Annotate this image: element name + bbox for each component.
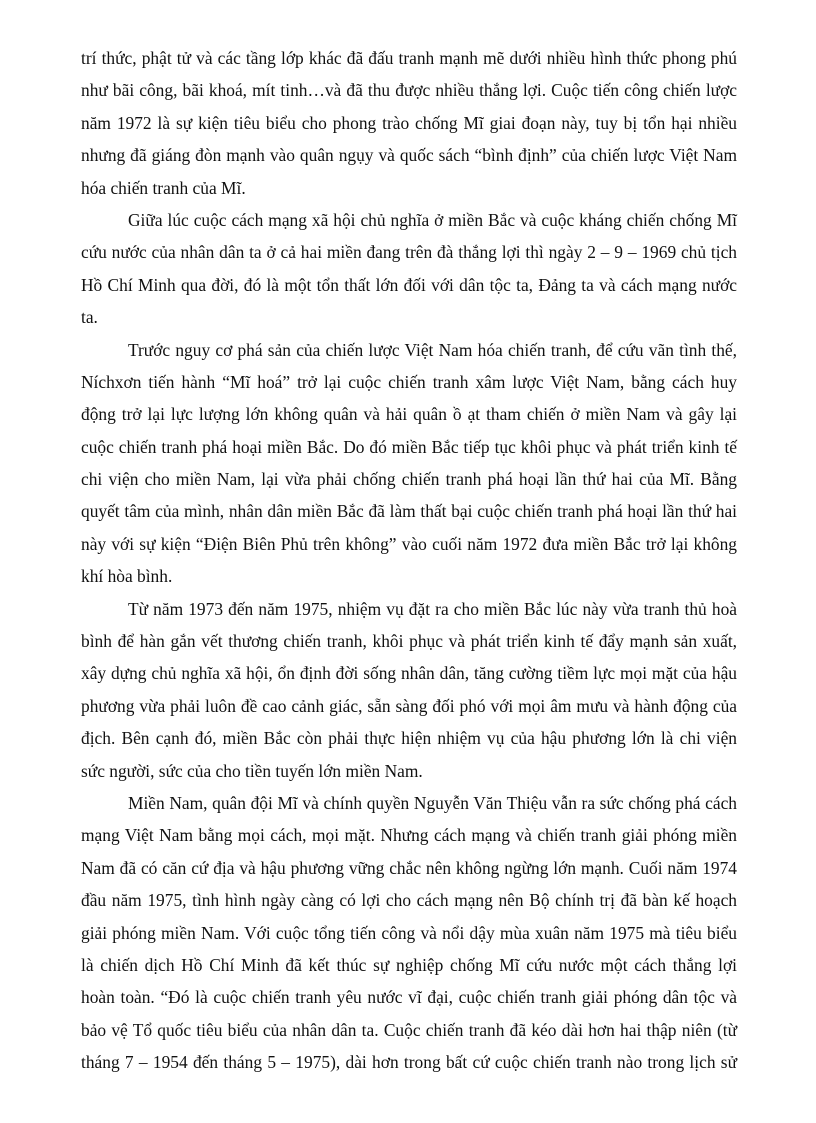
text-line: Níchxơn tiến hành “Mĩ hoá” trở lại cuộc chiến tranh xâm lược Việt Nam, bằng cách huy [81, 371, 737, 392]
text-line: trí thức, phật tử và các tầng lớp khác đã đấu tranh mạnh mẽ dưới nhiều hình thức phong phú [81, 48, 737, 68]
text-line: này với sự kiện “Điện Biên Phủ trên không” vào cuối năm 1972 đưa miền Bắc trở lại không [81, 533, 737, 554]
text-line: Từ năm 1973 đến năm 1975, nhiệm vụ đặt ra cho miền Bắc lúc này vừa tranh thủ hoà [128, 598, 737, 619]
text-line: động trở lại lực lượng lớn không quân và hải quân ồ ạt tham chiến ở miền Nam và gây lại [81, 404, 737, 425]
text-line: chi viện cho miền Nam, lại vừa phải chống chiến tranh phá hoại lần thứ hai của Mĩ. Bằng [81, 469, 737, 490]
text-line: ta. [81, 307, 98, 328]
text-line: địch. Bên cạnh đó, miền Bắc còn phải thực hiện nhiệm vụ của hậu phương lớn là chi viện [81, 728, 737, 749]
text-line: Giữa lúc cuộc cách mạng xã hội chủ nghĩa ở miền Bắc và cuộc kháng chiến chống Mĩ [128, 209, 737, 230]
paragraph-4 [81, 593, 737, 787]
paragraph-1 [81, 42, 737, 204]
paragraph-2 [81, 204, 737, 334]
text-line: phương vừa phải luôn đề cao cảnh giác, sẵn sàng đối phó với mọi âm mưu và hành động của [81, 695, 737, 716]
text-line: nhưng đã giáng đòn mạnh vào quân ngụy và quốc sách “bình định” của chiến lược Việt Nam [81, 145, 737, 166]
text-line: đầu năm 1975, tình hình ngày càng có lợi cho cách mạng nên Bộ chính trị đã bàn kế hoạch [81, 890, 737, 911]
text-line: quyết tâm của mình, nhân dân miền Bắc đã làm thất bại cuộc chiến tranh phá hoại lần thứ hai [81, 501, 737, 522]
document-page [81, 42, 737, 1079]
text-line: hoàn toàn. “Đó là cuộc chiến tranh yêu nước vĩ đại, cuộc chiến tranh giải phóng dân tộc và [81, 987, 737, 1008]
text-line: Hồ Chí Minh qua đời, đó là một tổn thất lớn đối với dân tộc ta, Đảng ta và cách mạng nước [81, 274, 737, 295]
text-line: sức người, sức của cho tiền tuyến lớn miền Nam. [81, 760, 423, 781]
text-line: khí hòa bình. [81, 566, 173, 587]
text-line: mạng Việt Nam bằng mọi cách, mọi mặt. Nhưng cách mạng và chiến tranh giải phóng miền [81, 825, 737, 846]
text-line: là chiến dịch Hồ Chí Minh đã kết thúc sự nghiệp chống Mĩ cứu nước một cách thắng lợi [81, 954, 737, 975]
text-line: hóa chiến tranh của Mĩ. [81, 177, 246, 198]
paragraph-3 [81, 334, 737, 593]
text-line: bảo vệ Tổ quốc tiêu biểu của nhân dân ta. Cuộc chiến tranh đã kéo dài hơn hai thập niên (từ [81, 1019, 737, 1040]
paragraph-5 [81, 787, 737, 1079]
text-line: như bãi công, bãi khoá, mít tinh…và đã thu được nhiều thắng lợi. Cuộc tiến công chiến lược [81, 80, 737, 101]
text-line: giải phóng miền Nam. Với cuộc tổng tiến công và nổi dậy mùa xuân năm 1975 mà tiêu biểu [81, 922, 737, 943]
text-line: cứu nước của nhân dân ta ở cả hai miền đang trên đà thắng lợi thì ngày 2 – 9 – 1969 chủ tịch [81, 242, 737, 263]
text-line: Nam đã có căn cứ địa và hậu phương vững chắc nên không ngừng lớn mạnh. Cuối năm 1974 [81, 857, 737, 878]
text-line: tháng 7 – 1954 đến tháng 5 – 1975), dài hơn trong bất cứ cuộc chiến tranh nào trong lịch sử [81, 1052, 737, 1073]
text-line: cuộc chiến tranh phá hoại miền Bắc. Do đó miền Bắc tiếp tục khôi phục và phát triển kinh tế [81, 436, 737, 457]
text-line: xây dựng chủ nghĩa xã hội, ổn định đời sống nhân dân, tăng cường tiềm lực mọi mặt của hậu [81, 663, 737, 684]
text-line: năm 1972 là sự kiện tiêu biểu cho phong trào chống Mĩ giai đoạn này, tuy bị tổn hại nhiều [81, 112, 737, 133]
text-line: bình để hàn gắn vết thương chiến tranh, khôi phục và phát triển kinh tế đẩy mạnh sản xuất, [81, 631, 737, 652]
text-line: Miền Nam, quân đội Mĩ và chính quyền Nguyễn Văn Thiệu vẫn ra sức chống phá cách [128, 792, 737, 813]
text-line: Trước nguy cơ phá sản của chiến lược Việt Nam hóa chiến tranh, để cứu vãn tình thế, [128, 339, 737, 360]
